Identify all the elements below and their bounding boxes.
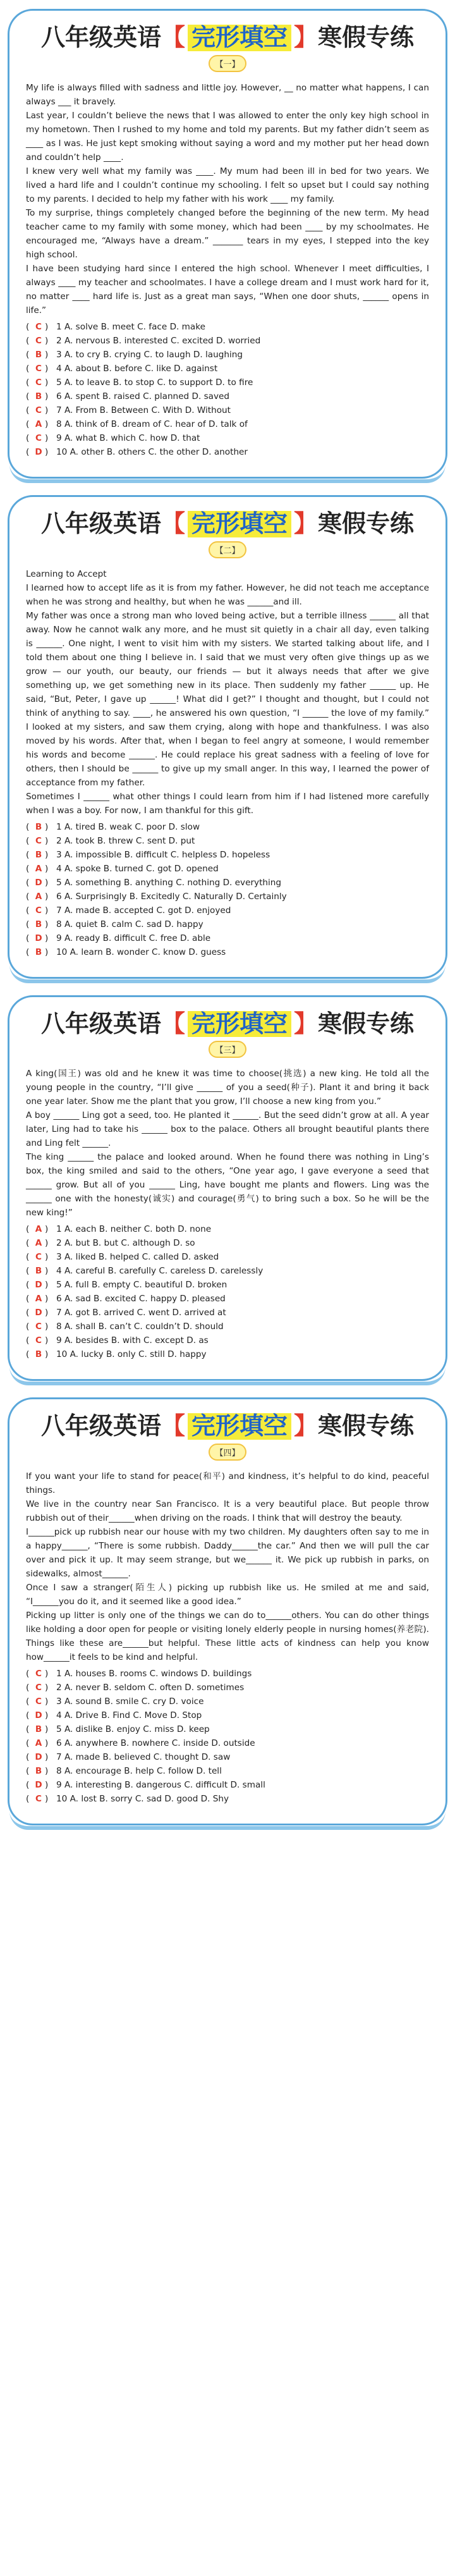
option-text: 5 A. to leave B. to stop C. to support D. to fire [56, 377, 253, 388]
option-row [26, 876, 429, 890]
section-number-tag: 【三】 [209, 1041, 246, 1058]
answer-letter: A [35, 1224, 42, 1235]
answer-letter: B [35, 391, 42, 402]
option-row [26, 1347, 429, 1361]
answer-letter: C [35, 405, 42, 415]
answer-letter: B [35, 1266, 42, 1277]
passage [26, 1469, 429, 1664]
passage-paragraph: I learned how to accept life as it is from my father. However, he did not teach me acceptance when he was strong and healthy, but when he was ______and ill. [26, 582, 429, 607]
title-part-lb: 【 [161, 509, 185, 537]
paren-open: ( [26, 377, 30, 388]
paren-close: ) [45, 1224, 49, 1235]
exercise-card [8, 995, 447, 1382]
answer-letter: C [35, 1335, 42, 1346]
card-title [26, 1011, 429, 1038]
title-part-title-hl: 完形填空 [188, 25, 291, 51]
paren-close: ) [45, 821, 49, 832]
paren-open: ( [26, 933, 30, 943]
option-text: 6 A. spent B. raised C. planned D. saved [56, 391, 230, 402]
paren-close: ) [45, 1710, 49, 1721]
paren-close: ) [45, 1335, 49, 1346]
paren-open: ( [26, 1238, 30, 1249]
passage-paragraph: Last year, I couldn’t believe the news that I was allowed to enter the only key high school in my hometown. Then I rushed to my home and told my parents. But my father didn’t seem as ____ as I was. He just kept smoking without saying a word and my mother put her head down and couldn’t help ____. [26, 110, 429, 163]
paren-open: ( [26, 1794, 30, 1805]
answer-letter: D [35, 877, 42, 888]
option-text: 4 A. about B. before C. like D. against [56, 363, 218, 374]
paren-open: ( [26, 1280, 30, 1291]
answer-letter: A [35, 891, 42, 902]
answer-letter: C [35, 1696, 42, 1707]
paren-open: ( [26, 391, 30, 402]
option-row [26, 362, 429, 376]
title-part-title-b: 寒假专练 [318, 1412, 415, 1440]
option-text: 7 A. From B. Between C. With D. Without [56, 405, 231, 415]
option-row [26, 1222, 429, 1236]
answer-letter: C [35, 321, 42, 332]
passage-paragraph: If you want your life to stand for peace(和平) and kindness, it’s helpful to do kind, peaceful things. [26, 1471, 429, 1496]
paren-open: ( [26, 446, 30, 457]
option-row [26, 1778, 429, 1792]
option-row [26, 431, 429, 445]
option-row [26, 1792, 429, 1806]
answer-letter: C [35, 1794, 42, 1805]
paren-close: ) [45, 1252, 49, 1263]
title-part-rb: 】 [294, 1412, 318, 1440]
option-row [26, 1250, 429, 1264]
title-part-title-b: 寒假专练 [318, 23, 415, 51]
answer-letter: C [35, 1252, 42, 1263]
option-text: 3 A. liked B. helped C. called D. asked [56, 1252, 219, 1263]
option-text: 10 A. lucky B. only C. still D. happy [56, 1349, 207, 1360]
title-part-lb: 【 [161, 1009, 185, 1038]
option-text: 7 A. made B. accepted C. got D. enjoyed [56, 905, 231, 916]
answer-letter: C [35, 1322, 42, 1332]
option-row [26, 1695, 429, 1708]
option-row [26, 1264, 429, 1278]
paren-close: ) [45, 1794, 49, 1805]
paren-open: ( [26, 919, 30, 929]
answer-letter: D [35, 1752, 42, 1763]
option-text: 10 A. other B. others C. the other D. another [56, 446, 248, 457]
passage-paragraph: Once I saw a stranger(陌生人) picking up rubbish like us. He smiled at me and said, “I______you do it, and it seemed like a good idea.” [26, 1583, 429, 1607]
options-list [26, 820, 429, 959]
option-row [26, 334, 429, 348]
passage-paragraph: My life is always filled with sadness and little joy. However, __ no matter what happens, I can always ___ it bravely. [26, 82, 429, 107]
option-text: 1 A. each B. neither C. both D. none [56, 1224, 212, 1235]
exercise-card [8, 1397, 447, 1825]
option-row [26, 862, 429, 876]
paren-open: ( [26, 1266, 30, 1277]
option-row [26, 1278, 429, 1292]
option-text: 5 A. dislike B. enjoy C. miss D. keep [56, 1724, 210, 1735]
paren-open: ( [26, 363, 30, 374]
passage-paragraph: I knew very well what my family was ____. My mum had been ill in bed for two years. We lived a hard life and I couldn’t continue my schooling. I felt so upset but I could say nothing to my parents. I decided to help my father with his work ____ my family. [26, 166, 429, 204]
option-text: 9 A. what B. which C. how D. that [56, 432, 200, 443]
paren-open: ( [26, 1766, 30, 1777]
option-text: 2 A. never B. seldom C. often D. sometimes [56, 1683, 245, 1693]
paren-close: ) [45, 419, 49, 429]
option-text: 4 A. Drive B. Find C. Move D. Stop [56, 1710, 202, 1721]
paren-close: ) [45, 1266, 49, 1277]
answer-letter: B [35, 1724, 42, 1735]
answer-letter: D [35, 1308, 42, 1318]
option-text: 5 A. something B. anything C. nothing D. everything [56, 877, 282, 888]
answer-letter: C [35, 377, 42, 388]
option-text: 3 A. to cry B. crying C. to laugh D. laughing [56, 349, 243, 360]
option-row [26, 1334, 429, 1347]
option-text: 2 A. but B. but C. although D. so [56, 1238, 195, 1249]
answer-letter: B [35, 919, 42, 929]
options-list [26, 320, 429, 459]
paren-close: ) [45, 947, 49, 957]
title-part-title-hl: 完形填空 [188, 511, 291, 537]
paren-close: ) [45, 391, 49, 402]
paren-open: ( [26, 863, 30, 874]
paren-open: ( [26, 1308, 30, 1318]
answer-letter: B [35, 349, 42, 360]
option-row [26, 820, 429, 834]
answer-letter: A [35, 1738, 42, 1749]
answer-letter: A [35, 1238, 42, 1249]
option-text: 8 A. shall B. can’t C. couldn’t D. should [56, 1322, 224, 1332]
passage-paragraph: I______pick up rubbish near our house with my two children. My daughters often say to me in a happy______, “There is some rubbish. Daddy______the car.” And then we will pull the car over and pick it up. It may seem strange, but we______ it. We pick up rubbish in parks, on sidewalks, almost______. [26, 1527, 429, 1579]
answer-letter: D [35, 1280, 42, 1291]
answer-letter: C [35, 363, 42, 374]
paren-open: ( [26, 1335, 30, 1346]
paren-open: ( [26, 849, 30, 860]
paren-open: ( [26, 1724, 30, 1735]
paren-open: ( [26, 1349, 30, 1360]
option-row [26, 1292, 429, 1306]
paren-open: ( [26, 405, 30, 415]
option-text: 7 A. made B. believed C. thought D. saw [56, 1752, 231, 1763]
option-row [26, 890, 429, 904]
card-title [26, 511, 429, 537]
passage [26, 1067, 429, 1220]
title-part-lb: 【 [161, 1412, 185, 1440]
option-row [26, 931, 429, 945]
option-text: 8 A. think of B. dream of C. hear of D. talk of [56, 419, 248, 429]
paren-close: ) [45, 1308, 49, 1318]
option-row [26, 1667, 429, 1681]
answer-letter: D [35, 1710, 42, 1721]
paren-open: ( [26, 1696, 30, 1707]
paren-close: ) [45, 1752, 49, 1763]
answer-letter: B [35, 947, 42, 957]
option-row [26, 389, 429, 403]
paren-close: ) [45, 933, 49, 943]
option-row [26, 1320, 429, 1334]
answer-letter: A [35, 1294, 42, 1304]
title-part-title-hl: 完形填空 [188, 1413, 291, 1440]
paren-open: ( [26, 877, 30, 888]
paren-close: ) [45, 1238, 49, 1249]
option-text: 10 A. learn B. wonder C. know D. guess [56, 947, 226, 957]
title-part-lb: 【 [161, 23, 185, 51]
paren-open: ( [26, 419, 30, 429]
option-text: 10 A. lost B. sorry C. sad D. good D. Shy [56, 1794, 229, 1805]
title-part-title-hl: 完形填空 [188, 1011, 291, 1038]
passage-paragraph: Sometimes I ______ what other things I could learn from him if I had listened more carefully when I was a boy. For now, I am thankful for this gift. [26, 791, 429, 816]
paren-close: ) [45, 377, 49, 388]
passage-paragraph: I have been studying hard since I entered the high school. Whenever I meet difficulties, I always ____ my teacher and schoolmates. I have a college dream and I must work hard for it, no matter ____ hard life is. Just as a great man says, “When one door shuts, ______ opens in life.” [26, 263, 429, 316]
passage-paragraph: We live in the country near San Francisco. It is a very beautiful place. But people throw rubbish out of their______when driving on the roads. I think that will destroy the beauty. [26, 1499, 429, 1524]
paren-open: ( [26, 1224, 30, 1235]
paren-close: ) [45, 335, 49, 346]
option-text: 1 A. houses B. rooms C. windows D. buildings [56, 1669, 252, 1679]
options-list [26, 1667, 429, 1806]
paren-open: ( [26, 1683, 30, 1693]
section-number-tag: 【四】 [209, 1444, 246, 1461]
paren-open: ( [26, 321, 30, 332]
answer-letter: D [35, 1780, 42, 1791]
passage-paragraph: Picking up litter is only one of the things we can do to______others. You can do other things like holding a door open for people or visiting lonely elderly people in nursing homes(养老院). Things like these are______but helpful. These little acts of kindness can help you know how______it feels to be kind and helpful. [26, 1610, 429, 1663]
answer-letter: C [35, 905, 42, 916]
option-row [26, 848, 429, 862]
option-row [26, 1236, 429, 1250]
passage [26, 81, 429, 317]
paren-close: ) [45, 1683, 49, 1693]
paren-close: ) [45, 363, 49, 374]
answer-letter: A [35, 419, 42, 429]
paren-close: ) [45, 849, 49, 860]
passage-paragraph: To my surprise, things completely changed before the beginning of the new term. My head teacher came to my family with some money, which had been ____ by my schoolmates. He encouraged me, “Always have a dream.” _______ tears in my eyes, I stepped into the key high school. [26, 207, 429, 260]
option-row [26, 403, 429, 417]
answer-letter: B [35, 1349, 42, 1360]
paren-close: ) [45, 877, 49, 888]
paren-close: ) [45, 405, 49, 415]
paren-open: ( [26, 835, 30, 846]
option-text: 8 A. encourage B. help C. follow D. tell [56, 1766, 222, 1777]
answer-letter: B [35, 1766, 42, 1777]
option-row [26, 945, 429, 959]
answer-letter: B [35, 849, 42, 860]
paren-open: ( [26, 1669, 30, 1679]
title-part-rb: 】 [294, 23, 318, 51]
paren-close: ) [45, 919, 49, 929]
option-text: 2 A. nervous B. interested C. excited D. worried [56, 335, 261, 346]
answer-letter: C [35, 1669, 42, 1679]
paren-close: ) [45, 349, 49, 360]
passage-paragraph: My father was once a strong man who loved being active, but a terrible illness ______ all that away. Now he cannot walk any more, and he must sit quietly in a chair all day, even talking is ______. One night, I went to visit him with my sisters. We started talking about life, and I told them about one thing I believe in. I said that we must very often give things up as we grow — our youth, our beauty, our friends — but it always needs that after we give something up, we get something new in its place. Then suddenly my father ______ up. He said, “But, Peter, I gave up ______! What did I get?” I thought and thought, but I could not think of anything to say. ____, he answered his own question, “I ______ the love of my family.” I looked at my sisters, and saw them crying, along with hope and thankfulness. I was also moved by his words. After that, when I began to feel angry at someone, I would remember his words and become ______. He could replace his great sadness with a feeling of love for others, then I should be ______ to give up my small anger. In this way, I learned the power of acceptance from my father. [26, 610, 429, 788]
title-part-title-b: 寒假专练 [318, 1009, 415, 1038]
option-text: 3 A. sound B. smile C. cry D. voice [56, 1696, 204, 1707]
paren-close: ) [45, 1669, 49, 1679]
paren-close: ) [45, 863, 49, 874]
option-text: 9 A. besides B. with C. except D. as [56, 1335, 209, 1346]
paren-close: ) [45, 1724, 49, 1735]
title-part-rb: 】 [294, 1009, 318, 1038]
option-text: 8 A. quiet B. calm C. sad D. happy [56, 919, 203, 929]
option-row [26, 1750, 429, 1764]
option-row [26, 445, 429, 459]
paren-close: ) [45, 1780, 49, 1791]
passage [26, 567, 429, 818]
passage-paragraph: A boy ______ Ling got a seed, too. He planted it ______. But the seed didn’t grow at all. A year later, Ling had to take his ______ box to the palace. Others all brought beautiful plants there and Ling felt ______. [26, 1110, 429, 1149]
paren-open: ( [26, 335, 30, 346]
paren-open: ( [26, 891, 30, 902]
paren-open: ( [26, 821, 30, 832]
exercise-card [8, 9, 447, 479]
option-text: 7 A. got B. arrived C. went D. arrived at [56, 1308, 226, 1318]
paren-close: ) [45, 1349, 49, 1360]
section-number-tag: 【一】 [209, 55, 246, 72]
answer-letter: C [35, 335, 42, 346]
option-text: 4 A. spoke B. turned C. got D. opened [56, 863, 219, 874]
option-text: 1 A. tired B. weak C. poor D. slow [56, 821, 200, 832]
paren-open: ( [26, 1294, 30, 1304]
paren-close: ) [45, 446, 49, 457]
paren-open: ( [26, 905, 30, 916]
paren-close: ) [45, 432, 49, 443]
paren-open: ( [26, 1322, 30, 1332]
paren-close: ) [45, 1738, 49, 1749]
answer-letter: C [35, 835, 42, 846]
paren-close: ) [45, 1696, 49, 1707]
option-row [26, 376, 429, 389]
paren-open: ( [26, 349, 30, 360]
paren-close: ) [45, 835, 49, 846]
answer-letter: C [35, 1683, 42, 1693]
passage-paragraph: Learning to Accept [26, 568, 107, 579]
passage-paragraph: The king ______ the palace and looked around. When he found there was nothing in Ling’s box, the king smiled and said to the others, “One year ago, I gave everyone a seed that ______ grow. But all of you ______ Ling, have bought me plants and flowers. Ling was the ______ one with the honesty(诚实) and courage(勇气) to bring such a box. So he will be the new king!” [26, 1152, 429, 1218]
option-row [26, 1722, 429, 1736]
option-text: 5 A. full B. empty C. beautiful D. broken [56, 1280, 228, 1291]
option-text: 4 A. careful B. carefully C. careless D. carelessly [56, 1266, 264, 1277]
paren-open: ( [26, 1752, 30, 1763]
option-text: 6 A. Surprisingly B. Excitedly C. Naturally D. Certainly [56, 891, 287, 902]
title-part-title-a: 八年级英语 [40, 1412, 161, 1440]
paren-close: ) [45, 1322, 49, 1332]
paren-open: ( [26, 432, 30, 443]
title-part-rb: 】 [294, 509, 318, 537]
paren-open: ( [26, 947, 30, 957]
option-row [26, 834, 429, 848]
answer-letter: C [35, 432, 42, 443]
option-row [26, 1306, 429, 1320]
worksheet-page [0, 9, 455, 1825]
option-row [26, 1708, 429, 1722]
option-row [26, 917, 429, 931]
option-text: 9 A. interesting B. dangerous C. difficult D. small [56, 1780, 265, 1791]
option-row [26, 320, 429, 334]
paren-open: ( [26, 1710, 30, 1721]
option-row [26, 1681, 429, 1695]
option-row [26, 417, 429, 431]
paren-open: ( [26, 1252, 30, 1263]
section-number-tag: 【二】 [209, 541, 246, 558]
paren-close: ) [45, 1766, 49, 1777]
option-row [26, 904, 429, 917]
title-part-title-a: 八年级英语 [40, 23, 161, 51]
passage-paragraph: A king(国王) was old and he knew it was time to choose(挑选) a new king. He told all the young people in the country, “I’ll give ______ of you a seed(种子). Plant it and bring it back one year later. Show me the plant that you grow, I’ll choose a new king from you.” [26, 1069, 429, 1107]
answer-letter: D [35, 933, 42, 943]
exercise-card [8, 495, 447, 979]
paren-close: ) [45, 1294, 49, 1304]
paren-open: ( [26, 1780, 30, 1791]
card-title [26, 25, 429, 51]
paren-close: ) [45, 321, 49, 332]
option-text: 1 A. solve B. meet C. face D. make [56, 321, 206, 332]
option-row [26, 348, 429, 362]
title-part-title-b: 寒假专练 [318, 509, 415, 537]
paren-open: ( [26, 1738, 30, 1749]
options-list [26, 1222, 429, 1361]
option-text: 3 A. impossible B. difficult C. helpless D. hopeless [56, 849, 270, 860]
title-part-title-a: 八年级英语 [40, 1009, 161, 1038]
paren-close: ) [45, 1280, 49, 1291]
title-part-title-a: 八年级英语 [40, 509, 161, 537]
card-title [26, 1413, 429, 1440]
paren-close: ) [45, 891, 49, 902]
option-text: 2 A. took B. threw C. sent D. put [56, 835, 195, 846]
option-row [26, 1764, 429, 1778]
paren-close: ) [45, 905, 49, 916]
answer-letter: B [35, 821, 42, 832]
answer-letter: D [35, 446, 42, 457]
option-text: 6 A. sad B. excited C. happy D. pleased [56, 1294, 226, 1304]
answer-letter: A [35, 863, 42, 874]
option-text: 6 A. anywhere B. nowhere C. inside D. outside [56, 1738, 255, 1749]
option-text: 9 A. ready B. difficult C. free D. able [56, 933, 211, 943]
option-row [26, 1736, 429, 1750]
